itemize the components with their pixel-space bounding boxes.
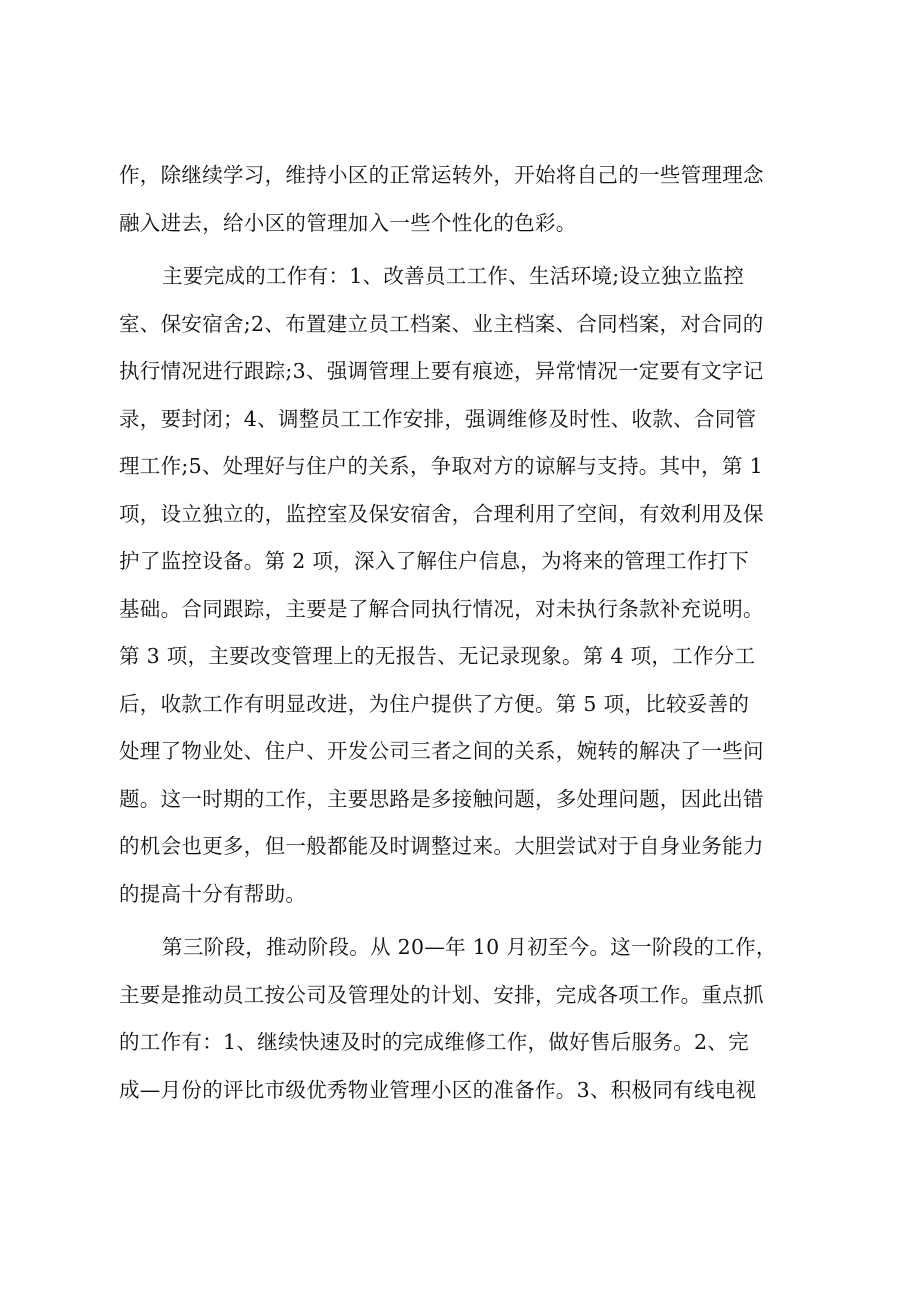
text-line: 室、保安宿舍;2、布置建立员工档案、业主档案、合同档案，对合同的: [119, 311, 764, 336]
text-line: 成—月份的评比市级优秀物业管理小区的准备作。3、积极同有线电视: [119, 1077, 757, 1102]
text-line: 录，要封闭；4、调整员工工作安排，强调维修及时性、收款、合同管: [119, 406, 757, 431]
text-line: 作，除继续学习，维持小区的正常运转外，开始将自己的一些管理理念: [119, 163, 764, 187]
paragraph-2: [119, 253, 831, 918]
text-line: 融入进去，给小区的管理加入一些个性化的色彩。: [119, 210, 577, 235]
text-line: 主要是推动员工按公司及管理处的计划、安排，完成各项工作。重点抓: [119, 982, 764, 1007]
text-line: 护了监控设备。第 2 项，深入了解住户信息，为将来的管理工作打下: [119, 549, 750, 573]
text-line: 的机会也更多，但一般都能及时调整过来。大胆尝试对于自身业务能力: [119, 834, 764, 858]
text-line: 题。这一时期的工作，主要思路是多接触问题，多处理问题，因此出错: [119, 786, 764, 811]
text-line: 执行情况进行跟踪;3、强调管理上要有痕迹，异常情况一定要有文字记: [119, 359, 764, 383]
text-line: 主要完成的工作有：1、改善员工工作、生活环境;设立独立监控: [162, 264, 745, 288]
text-line: 处理了物业处、住户、开发公司三者之间的关系，婉转的解决了一些问: [119, 739, 764, 763]
text-line: 理工作;5、处理好与住户的关系，争取对方的谅解与支持。其中，第 1: [119, 454, 763, 478]
text-line: 的工作有：1、继续快速及时的完成维修工作，做好售后服务。2、完: [119, 1030, 749, 1054]
document-body: [119, 152, 831, 1114]
text-line: 基础。合同跟踪，主要是了解合同执行情况，对未执行条款补充说明。: [119, 596, 764, 621]
text-line: 第三阶段，推动阶段。从 20—年 10 月初至今。这一阶段的工作，: [162, 935, 777, 959]
text-line: 项，设立独立的，监控室及保安宿舍，合理利用了空间，有效利用及保: [119, 501, 764, 526]
paragraph-1: [119, 152, 831, 247]
text-line: 后，收款工作有明显改进，为住户提供了方便。第 5 项，比较妥善的: [119, 691, 750, 716]
text-line: 的提高十分有帮助。: [119, 881, 307, 906]
paragraph-3: [119, 924, 831, 1114]
text-line: 第 3 项，主要改变管理上的无报告、无记录现象。第 4 项，工作分工: [119, 644, 756, 668]
